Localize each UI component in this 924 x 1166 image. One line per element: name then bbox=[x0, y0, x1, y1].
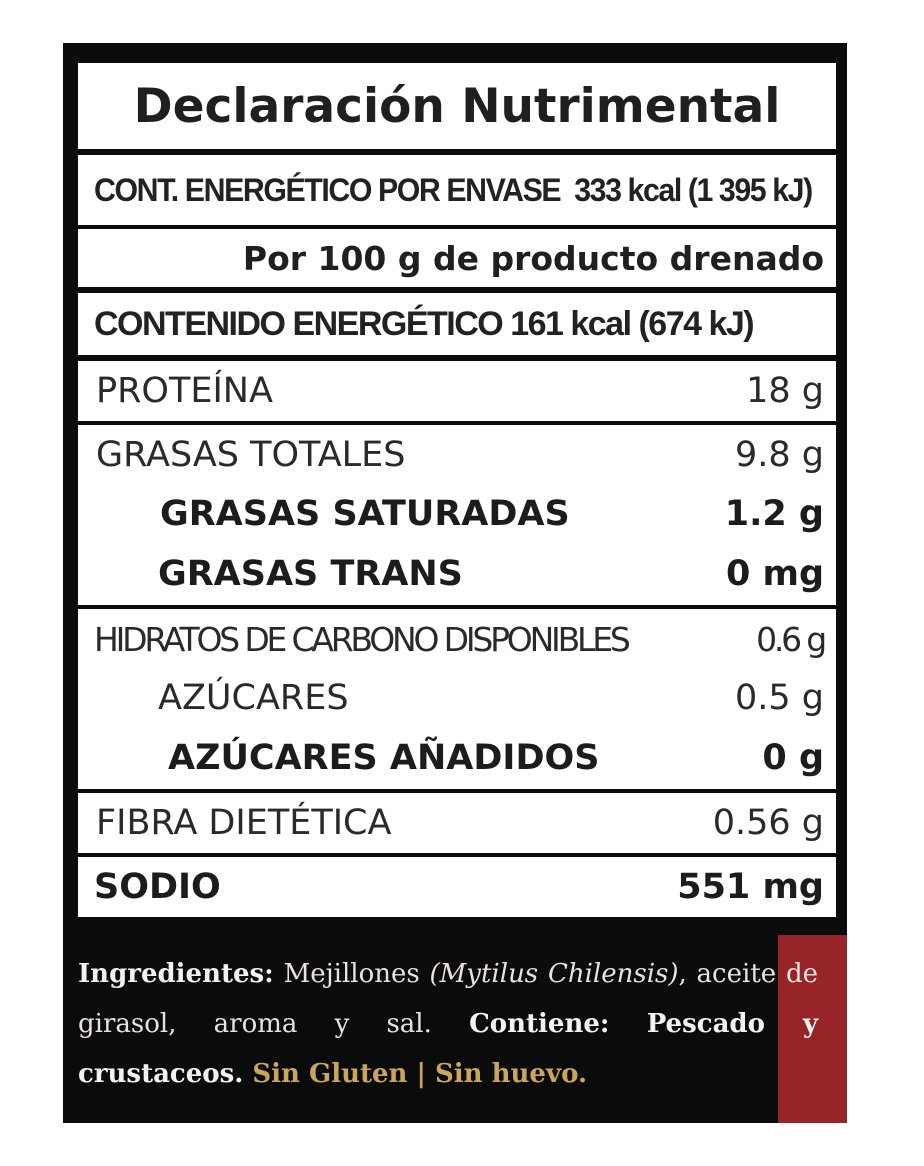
nutrient-value: 0.5 g bbox=[734, 678, 824, 718]
carbs-group bbox=[78, 609, 836, 789]
nutrient-name: FIBRA DIETÉTICA bbox=[96, 803, 392, 843]
nutrient-row-sodium bbox=[78, 857, 836, 917]
contains-label: Contiene: bbox=[469, 1009, 610, 1039]
nutrient-value: 551 mg bbox=[677, 867, 824, 907]
nutrient-value: 1.2 g bbox=[724, 494, 824, 534]
nutrient-row-sugars bbox=[78, 667, 836, 729]
fats-group bbox=[78, 425, 836, 605]
nutrient-name: HIDRATOS DE CARBONO DISPONIBLES bbox=[94, 619, 628, 659]
nutrient-name: GRASAS SATURADAS bbox=[160, 494, 570, 534]
nutrient-row-protein bbox=[78, 361, 836, 421]
nutrient-name: AZÚCARES bbox=[158, 678, 349, 718]
label-title: Declaración Nutrimental bbox=[78, 63, 836, 149]
nutrient-row-trans-fat bbox=[78, 543, 836, 605]
nutrient-value: 0.6 g bbox=[756, 619, 824, 659]
nutrient-value: 0 g bbox=[762, 738, 824, 778]
nutrient-name: AZÚCARES AÑADIDOS bbox=[168, 738, 600, 778]
claims-text: Sin Gluten | Sin huevo. bbox=[243, 1059, 588, 1089]
nutrition-label bbox=[63, 43, 847, 1123]
nutrient-row-carbs bbox=[78, 609, 836, 669]
ingredients-text bbox=[78, 949, 827, 1099]
nutrient-value: 18 g bbox=[746, 371, 824, 411]
contains-text: Pescado y crustaceos. bbox=[78, 1009, 819, 1089]
per-100g-heading: Por 100 g de producto drenado bbox=[242, 238, 824, 278]
energy-per-100g-row bbox=[78, 293, 836, 355]
nutrient-name: SODIO bbox=[94, 867, 221, 907]
nutrient-row-added-sugars bbox=[78, 727, 836, 789]
nutrient-row-fiber bbox=[78, 793, 836, 853]
energy-per-100g: CONTENIDO ENERGÉTICO 161 kcal (674 kJ) bbox=[94, 304, 754, 343]
per-100g-row bbox=[78, 229, 836, 287]
nutrient-name: PROTEÍNA bbox=[96, 371, 273, 411]
nutrient-row-saturated-fat bbox=[78, 483, 836, 545]
ingredients-label: Ingredientes: bbox=[78, 959, 274, 989]
nutrient-row-total-fat bbox=[78, 425, 836, 485]
nutrient-value: 0.56 g bbox=[712, 803, 824, 843]
scientific-name: (Mytilus Chilensis) bbox=[429, 959, 679, 989]
ingredients-text-1: Mejillones bbox=[273, 959, 430, 989]
nutrient-name: GRASAS TOTALES bbox=[96, 435, 406, 475]
energy-per-package: CONT. ENERGÉTICO POR ENVASE 333 kcal (1 395 kJ) bbox=[94, 171, 812, 208]
energy-per-package-row bbox=[78, 155, 836, 225]
nutrient-value: 0 mg bbox=[725, 554, 824, 594]
nutrient-name: GRASAS TRANS bbox=[158, 554, 463, 594]
ingredients-text-2: , aceite de girasol, aroma y sal. bbox=[78, 959, 827, 1039]
nutrient-value: 9.8 g bbox=[734, 435, 824, 475]
